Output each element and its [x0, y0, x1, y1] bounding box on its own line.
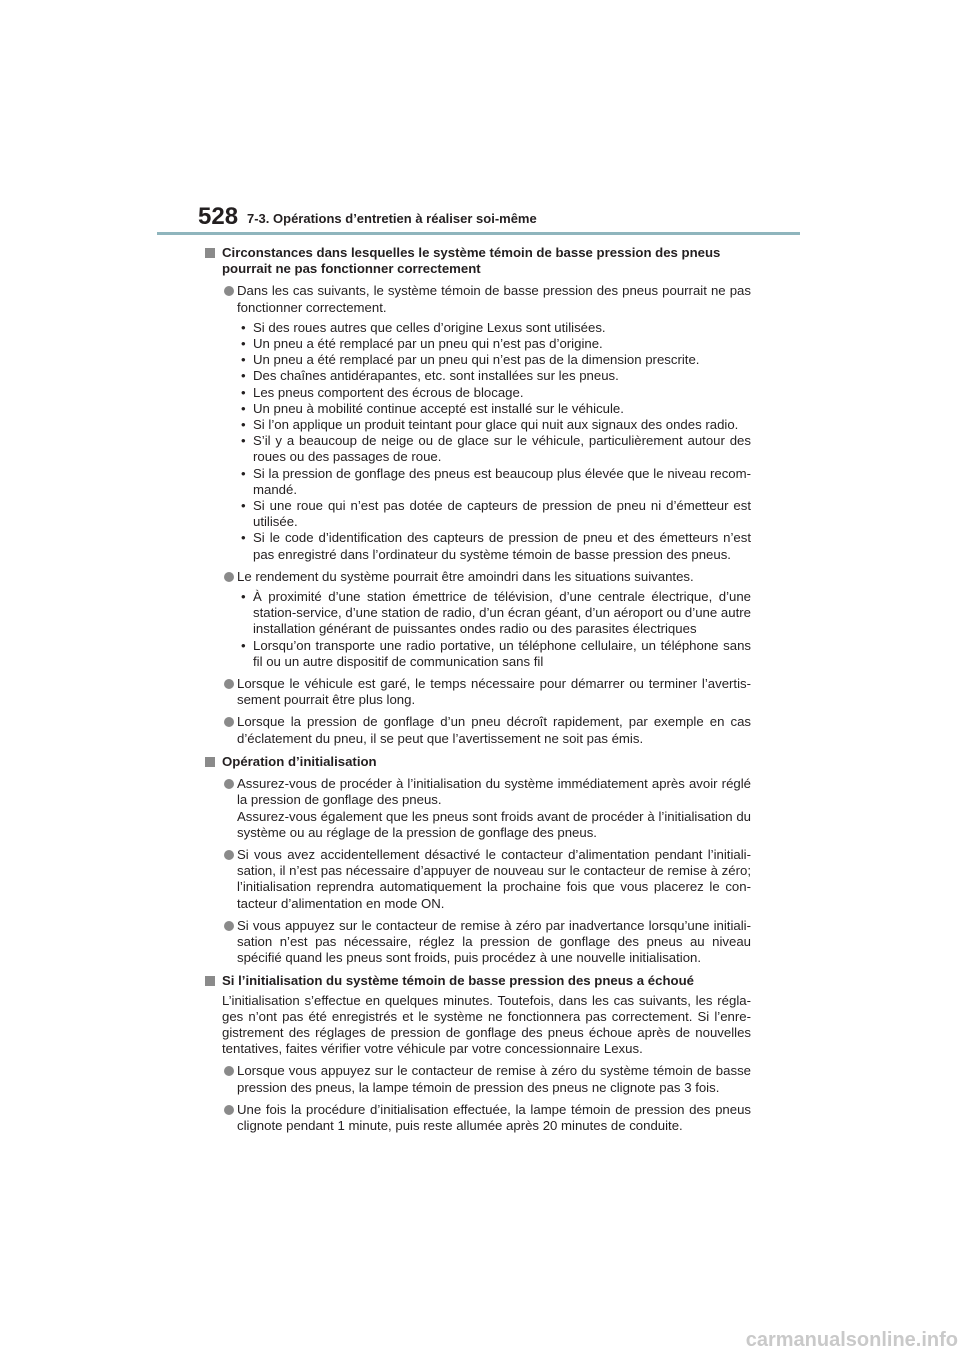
sub-item: [203, 433, 751, 465]
sub-item-text: À proximité d’une station émettrice de télévision, d’une centrale électrique, d’une station-service, d’une station de radio, d’un écran géant, d’un aéroport ou d’une autre installation générant de puissantes ondes radio ou des parasites électriques: [253, 589, 751, 637]
bullet-text: Une fois la procédure d’initialisation effectuée, la lampe témoin de pression des pneus clignote pendant 1 minute, puis reste allumée après 20 minutes de conduite.: [237, 1101, 751, 1133]
section-heading-text: Circonstances dans lesquelles le système témoin de basse pression des pneus pourrait ne pas fonctionner correctement: [222, 245, 721, 277]
square-bullet-icon: [205, 248, 215, 258]
sub-item: [203, 352, 751, 368]
sub-item: [203, 589, 751, 638]
section-title: 7-3. Opérations d’entretien à réaliser soi-même: [247, 211, 537, 226]
sub-item: [203, 466, 751, 498]
dot-marker-icon: •: [241, 465, 246, 481]
section-heading: [203, 245, 751, 277]
sub-item-text: Si la pression de gonflage des pneus est beaucoup plus élevée que le niveau recom-mandé.: [253, 465, 751, 497]
watermark: carmanualsonline.info: [745, 1329, 958, 1351]
dot-marker-icon: •: [241, 589, 246, 605]
bullet-text: Assurez-vous de procéder à l’initialisation du système immédiatement après avoir réglé la pression de gonflage des pneus.: [237, 776, 751, 808]
bullet-item: [203, 714, 751, 746]
page-header: [195, 203, 800, 233]
sub-item-text: S’il y a beaucoup de neige ou de glace sur le véhicule, particulièrement autour des roues ou des passages de roue.: [253, 433, 751, 465]
sub-list: [203, 320, 751, 563]
dot-marker-icon: •: [241, 352, 246, 368]
bullet-text: Si vous avez accidentellement désactivé le contacteur d’alimentation pendant l’initiali-sation, il n’est pas nécessaire d’appuyer de nouveau sur le contacteur de remise à zéro; l’initialisation reprendra automatiquement la prochaine fois que vous placerez le con-tacteur d’alimentation en mode ON.: [237, 846, 751, 911]
dot-marker-icon: •: [241, 530, 246, 546]
bullet-text: Si vous appuyez sur le contacteur de remise à zéro par inadvertance lorsqu’une initiali-sation n’est pas nécessaire, réglez la pression de gonflage des pneus au niveau spécifié quand les pneus sont froids, puis procédez à une nouvelle initialisation.: [237, 917, 751, 966]
dot-marker-icon: •: [241, 637, 246, 653]
section-heading: [203, 973, 751, 989]
section-heading: [203, 754, 751, 770]
dot-marker-icon: •: [241, 319, 246, 335]
dot-marker-icon: •: [241, 433, 246, 449]
dot-marker-icon: •: [241, 498, 246, 514]
page-content: [203, 245, 751, 1134]
sub-item: [203, 368, 751, 384]
bullet-item: [203, 847, 751, 912]
section-heading-text: Si l’initialisation du système témoin de basse pression des pneus a échoué: [222, 973, 694, 989]
sub-item: [203, 385, 751, 401]
sub-item-text: Si l’on applique un produit teintant pour glace qui nuit aux signaux des ondes radio.: [253, 417, 739, 433]
sub-item-text: Un pneu a été remplacé par un pneu qui n’est pas d’origine.: [253, 336, 603, 352]
sub-item: [203, 336, 751, 352]
section-paragraph: L’initialisation s’effectue en quelques minutes. Toutefois, dans les cas suivants, les régla-ges n’ont pas été enregistrés et le système ne fonctionnera pas correctement. Si l’enre-gistrement des réglages de pression de gonflage des pneus échoue après de nouvelles tentatives, faites vérifier votre véhicule par votre concessionnaire Lexus.: [222, 992, 751, 1057]
dot-marker-icon: •: [241, 336, 246, 352]
sub-list: [203, 589, 751, 670]
sub-item-text: Les pneus comportent des écrous de blocage.: [253, 384, 524, 400]
sub-item: [203, 320, 751, 336]
bullet-item: [203, 918, 751, 967]
bullet-text: Lorsque le véhicule est garé, le temps nécessaire pour démarrer ou terminer l’avertis-sement pourrait être plus long.: [237, 676, 751, 708]
bullet-item: [203, 1102, 751, 1134]
dot-marker-icon: •: [241, 384, 246, 400]
sub-item-text: Lorsqu’on transporte une radio portative, un téléphone cellulaire, un téléphone sans fil ou un autre dispositif de communication sans fil: [253, 637, 751, 669]
dot-marker-icon: •: [241, 368, 246, 384]
bullet-text-continued: Assurez-vous également que les pneus sont froids avant de procéder à l’initialisation du système ou au réglage de la pression de gonflage des pneus.: [237, 808, 751, 840]
round-bullet-icon: [224, 1105, 234, 1115]
sub-item: [203, 530, 751, 562]
round-bullet-icon: [224, 717, 234, 727]
square-bullet-icon: [205, 976, 215, 986]
sub-item-text: Si le code d’identification des capteurs de pression de pneu et des émetteurs n’est pas enregistré dans l’ordinateur du système témoin de basse pression des pneus.: [253, 530, 751, 562]
section-heading-text: Opération d’initialisation: [222, 753, 377, 769]
bullet-item: [203, 676, 751, 708]
round-bullet-icon: [224, 850, 234, 860]
page-number: 528: [198, 203, 239, 230]
bullet-text: Lorsque vous appuyez sur le contacteur de remise à zéro du système témoin de basse pression des pneus, la lampe témoin de pression des pneus ne clignote pas 3 fois.: [237, 1063, 751, 1095]
sub-item: [203, 401, 751, 417]
bullet-text: Le rendement du système pourrait être amoindri dans les situations suivantes.: [237, 568, 694, 584]
square-bullet-icon: [205, 757, 215, 767]
dot-marker-icon: •: [241, 400, 246, 416]
round-bullet-icon: [224, 572, 234, 582]
sub-item: [203, 498, 751, 530]
sub-item: [203, 638, 751, 670]
sub-item-text: Des chaînes antidérapantes, etc. sont installées sur les pneus.: [253, 368, 619, 384]
round-bullet-icon: [224, 779, 234, 789]
bullet-item: [203, 1063, 751, 1095]
bullet-item: [203, 776, 751, 841]
round-bullet-icon: [224, 1066, 234, 1076]
dot-marker-icon: •: [241, 417, 246, 433]
round-bullet-icon: [224, 921, 234, 931]
sub-item: [203, 417, 751, 433]
round-bullet-icon: [224, 679, 234, 689]
header-rule: [157, 232, 800, 235]
bullet-item: [203, 283, 751, 315]
bullet-text: Lorsque la pression de gonflage d’un pneu décroît rapidement, par exemple en cas d’éclatement du pneu, il se peut que l’avertissement ne soit pas émis.: [237, 714, 751, 746]
bullet-text: Dans les cas suivants, le système témoin de basse pression des pneus pourrait ne pas fonctionner correctement.: [237, 283, 751, 315]
sub-item-text: Un pneu a été remplacé par un pneu qui n’est pas de la dimension prescrite.: [253, 352, 700, 368]
bullet-item: [203, 569, 751, 585]
sub-item-text: Si une roue qui n’est pas dotée de capteurs de pression de pneu ni d’émetteur est utilisée.: [253, 498, 751, 530]
round-bullet-icon: [224, 286, 234, 296]
sub-item-text: Si des roues autres que celles d’origine Lexus sont utilisées.: [253, 319, 606, 335]
sub-item-text: Un pneu à mobilité continue accepté est installé sur le véhicule.: [253, 400, 624, 416]
